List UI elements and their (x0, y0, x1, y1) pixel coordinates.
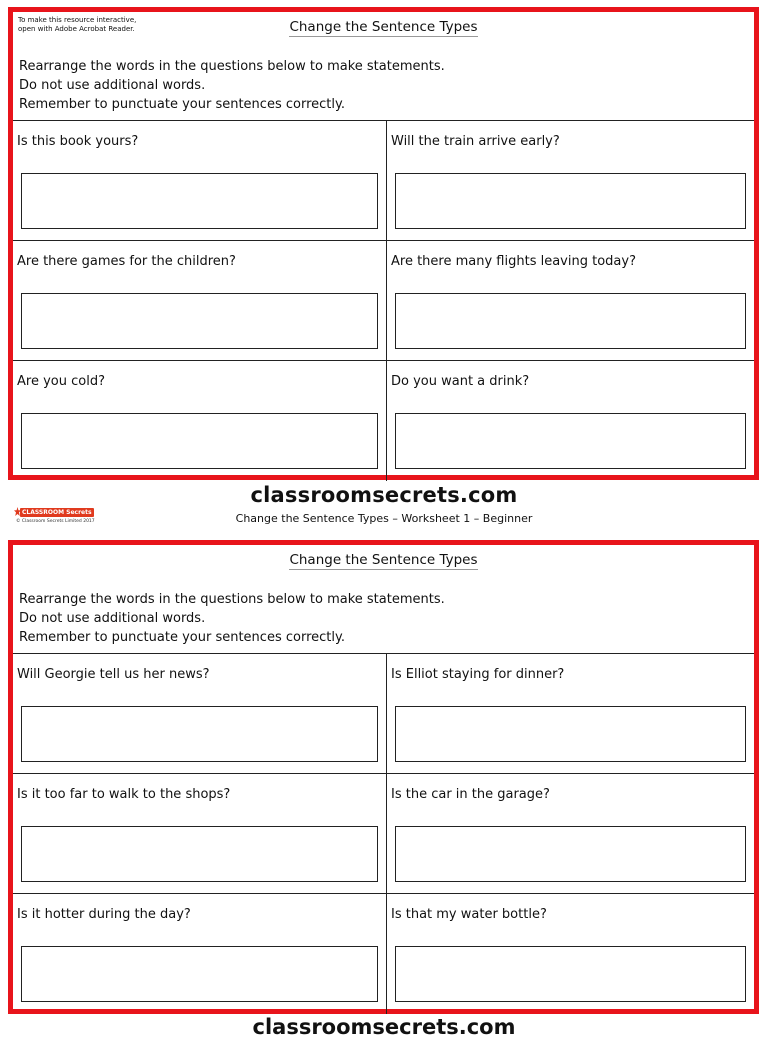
worksheet-title: Change the Sentence Types (289, 19, 478, 35)
question-text: Are there many flights leaving today? (391, 254, 636, 269)
instructions (19, 590, 445, 647)
answer-field[interactable] (395, 946, 746, 1002)
worksheet-header (13, 12, 754, 121)
worksheet-2 (8, 540, 759, 1014)
question-cell (13, 361, 387, 481)
answer-field[interactable] (395, 293, 746, 349)
worksheet-title: Change the Sentence Types (289, 552, 478, 568)
question-text: Will Georgie tell us her news? (17, 667, 210, 682)
question-cell (387, 654, 754, 774)
question-text: Are there games for the children? (17, 254, 236, 269)
question-cell (13, 774, 387, 894)
classroom-secrets-logo (14, 506, 94, 526)
question-cell (387, 241, 754, 361)
answer-field[interactable] (21, 173, 378, 229)
instruction-line: Remember to punctuate your sentences correctly. (19, 630, 345, 645)
question-text: Is Elliot staying for dinner? (391, 667, 565, 682)
question-grid (13, 121, 754, 481)
question-text: Is the car in the garage? (391, 787, 550, 802)
question-grid (13, 654, 754, 1014)
question-cell (13, 121, 387, 241)
answer-field[interactable] (21, 413, 378, 469)
interactive-note: To make this resource interactive, open with Adobe Acrobat Reader. (18, 16, 137, 33)
copyright-text: © Classroom Secrets Limited 2017 (16, 519, 95, 524)
question-cell (13, 241, 387, 361)
question-cell (387, 774, 754, 894)
instructions (19, 57, 445, 114)
answer-field[interactable] (21, 826, 378, 882)
question-text: Is it hotter during the day? (17, 907, 191, 922)
question-text: Will the train arrive early? (391, 134, 560, 149)
answer-field[interactable] (395, 173, 746, 229)
worksheet-1 (8, 7, 759, 480)
question-cell (387, 894, 754, 1014)
question-text: Is that my water bottle? (391, 907, 547, 922)
instruction-line: Remember to punctuate your sentences correctly. (19, 97, 345, 112)
question-text: Is this book yours? (17, 134, 139, 149)
question-text: Are you cold? (17, 374, 105, 389)
question-text: Is it too far to walk to the shops? (17, 787, 231, 802)
question-cell (387, 361, 754, 481)
answer-field[interactable] (395, 413, 746, 469)
answer-field[interactable] (21, 706, 378, 762)
answer-field[interactable] (21, 946, 378, 1002)
question-text: Do you want a drink? (391, 374, 530, 389)
worksheet-subtitle: Change the Sentence Types – Worksheet 1 – Beginner (235, 512, 533, 525)
question-cell (13, 894, 387, 1014)
page-footer (0, 482, 768, 538)
answer-field[interactable] (395, 826, 746, 882)
question-cell (13, 654, 387, 774)
instruction-line: Do not use additional words. (19, 611, 206, 626)
logo-wordmark: CLASSROOM Secrets (22, 509, 92, 516)
instruction-line: Rearrange the words in the questions below to make statements. (19, 592, 445, 607)
worksheet-header (13, 545, 754, 654)
answer-field[interactable] (21, 293, 378, 349)
site-name[interactable]: classroomsecrets.com (250, 483, 518, 507)
instruction-line: Rearrange the words in the questions below to make statements. (19, 59, 445, 74)
instruction-line: Do not use additional words. (19, 78, 206, 93)
site-name-cut: classroomsecrets.com (252, 1015, 516, 1039)
question-cell (387, 121, 754, 241)
answer-field[interactable] (395, 706, 746, 762)
